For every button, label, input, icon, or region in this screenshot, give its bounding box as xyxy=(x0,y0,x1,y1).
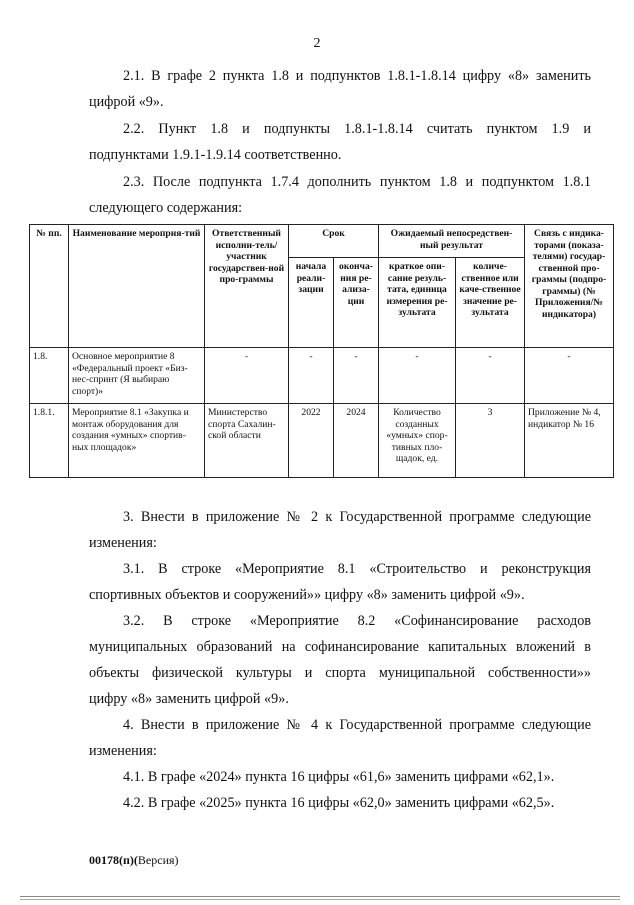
row-result-value: - xyxy=(456,348,525,404)
row-name: Мероприятие 8.1 «Закупка и монтаж оборудования для создания «умных» спортив-ных площадок» xyxy=(69,404,205,478)
row-end: - xyxy=(334,348,379,404)
table-row xyxy=(30,348,614,404)
row-number: 1.8. xyxy=(30,348,69,404)
paragraph-3-2-line-1: 3.2. В строке «Мероприятие 8.2 «Софинансирование расходов xyxy=(123,613,591,629)
footer-version: Версия) xyxy=(137,853,179,867)
paragraph-4-line-2: изменения: xyxy=(89,743,157,759)
footer-code: 00178(п)( xyxy=(89,853,138,867)
header-name: Наименование мероприя-тий xyxy=(69,225,205,348)
paragraph-3-2-line-2: муниципальных образований на софинансирование капитальных вложений в xyxy=(89,639,591,655)
row-result-description: Количество созданных «умных» спор-тивных пло-щадок, ед. xyxy=(379,404,456,478)
header-term-start: начала реали-зации xyxy=(289,258,334,348)
paragraph-4-2: 4.2. В графе «2025» пункта 16 цифры «62,0» заменить цифрами «62,5». xyxy=(123,795,555,811)
row-number: 1.8.1. xyxy=(30,404,69,478)
paragraph-2-3-line-2: следующего содержания: xyxy=(89,200,243,216)
header-term: Срок xyxy=(289,225,379,258)
measures-table xyxy=(29,224,614,478)
row-result-description: - xyxy=(379,348,456,404)
row-responsible: - xyxy=(205,348,289,404)
table-row xyxy=(30,404,614,478)
row-end: 2024 xyxy=(334,404,379,478)
row-name: Основное мероприятие 8 «Федеральный проект «Биз-нес-спринт (Я выбираю спорт)» xyxy=(69,348,205,404)
paragraph-2-1-line-1: 2.1. В графе 2 пункта 1.8 и подпунктов 1.8.1-1.8.14 цифру «8» заменить xyxy=(123,68,591,84)
paragraph-2-1-line-2: цифрой «9». xyxy=(89,94,164,110)
header-responsible: Ответственный исполни-тель/участник государствен-ной про-граммы xyxy=(205,225,289,348)
header-indicator-link: Связь с индика-торами (показа-телями) государ-ственной про-граммы (подпро-граммы) (№ Приложения/№ индикатора) xyxy=(525,225,614,348)
paragraph-3-2-line-4: цифру «8» заменить цифрой «9». xyxy=(89,691,289,707)
header-result: Ожидаемый непосредствен-ный результат xyxy=(379,225,525,258)
row-result-value: 3 xyxy=(456,404,525,478)
paragraph-3-2-line-3: объекты физической культуры и спорта муниципальной собственности»» xyxy=(89,665,591,681)
paragraph-2-3-line-1: 2.3. После подпункта 1.7.4 дополнить пунктом 1.8 и подпунктом 1.8.1 xyxy=(123,174,591,190)
header-result-value: количе-ственное или каче-ственное значение ре-зультата xyxy=(456,258,525,348)
header-term-end: оконча-ния ре-ализа-ции xyxy=(334,258,379,348)
footer-document-code xyxy=(89,853,179,868)
scan-edge-line xyxy=(20,899,620,900)
paragraph-4-1: 4.1. В графе «2024» пункта 16 цифры «61,6» заменить цифрами «62,1». xyxy=(123,769,555,785)
row-indicator-link: - xyxy=(525,348,614,404)
row-start: - xyxy=(289,348,334,404)
row-responsible: Министерство спорта Сахалин-ской области xyxy=(205,404,289,478)
row-indicator-link: Приложение № 4, индикатор № 16 xyxy=(525,404,614,478)
paragraph-3-1-line-2: спортивных объектов и сооружений»» цифру «8» заменить цифрой «9». xyxy=(89,587,525,603)
page-number: 2 xyxy=(313,36,321,51)
paragraph-4-line-1: 4. Внести в приложение № 4 к Государственной программе следующие xyxy=(123,717,591,733)
row-start: 2022 xyxy=(289,404,334,478)
paragraph-2-2-line-1: 2.2. Пункт 1.8 и подпункты 1.8.1-1.8.14 считать пунктом 1.9 и xyxy=(123,121,591,137)
paragraph-2-2-line-2: подпунктами 1.9.1-1.9.14 соответственно. xyxy=(89,147,342,163)
header-number: № пп. xyxy=(30,225,69,348)
header-result-description: краткое опи-сание резуль-тата, единица измерения ре-зультата xyxy=(379,258,456,348)
paragraph-3-1-line-1: 3.1. В строке «Мероприятие 8.1 «Строительство и реконструкция xyxy=(123,561,591,577)
paragraph-3-line-2: изменения: xyxy=(89,535,157,551)
paragraph-3-line-1: 3. Внести в приложение № 2 к Государственной программе следующие xyxy=(123,509,591,525)
scan-edge-line xyxy=(20,896,620,897)
